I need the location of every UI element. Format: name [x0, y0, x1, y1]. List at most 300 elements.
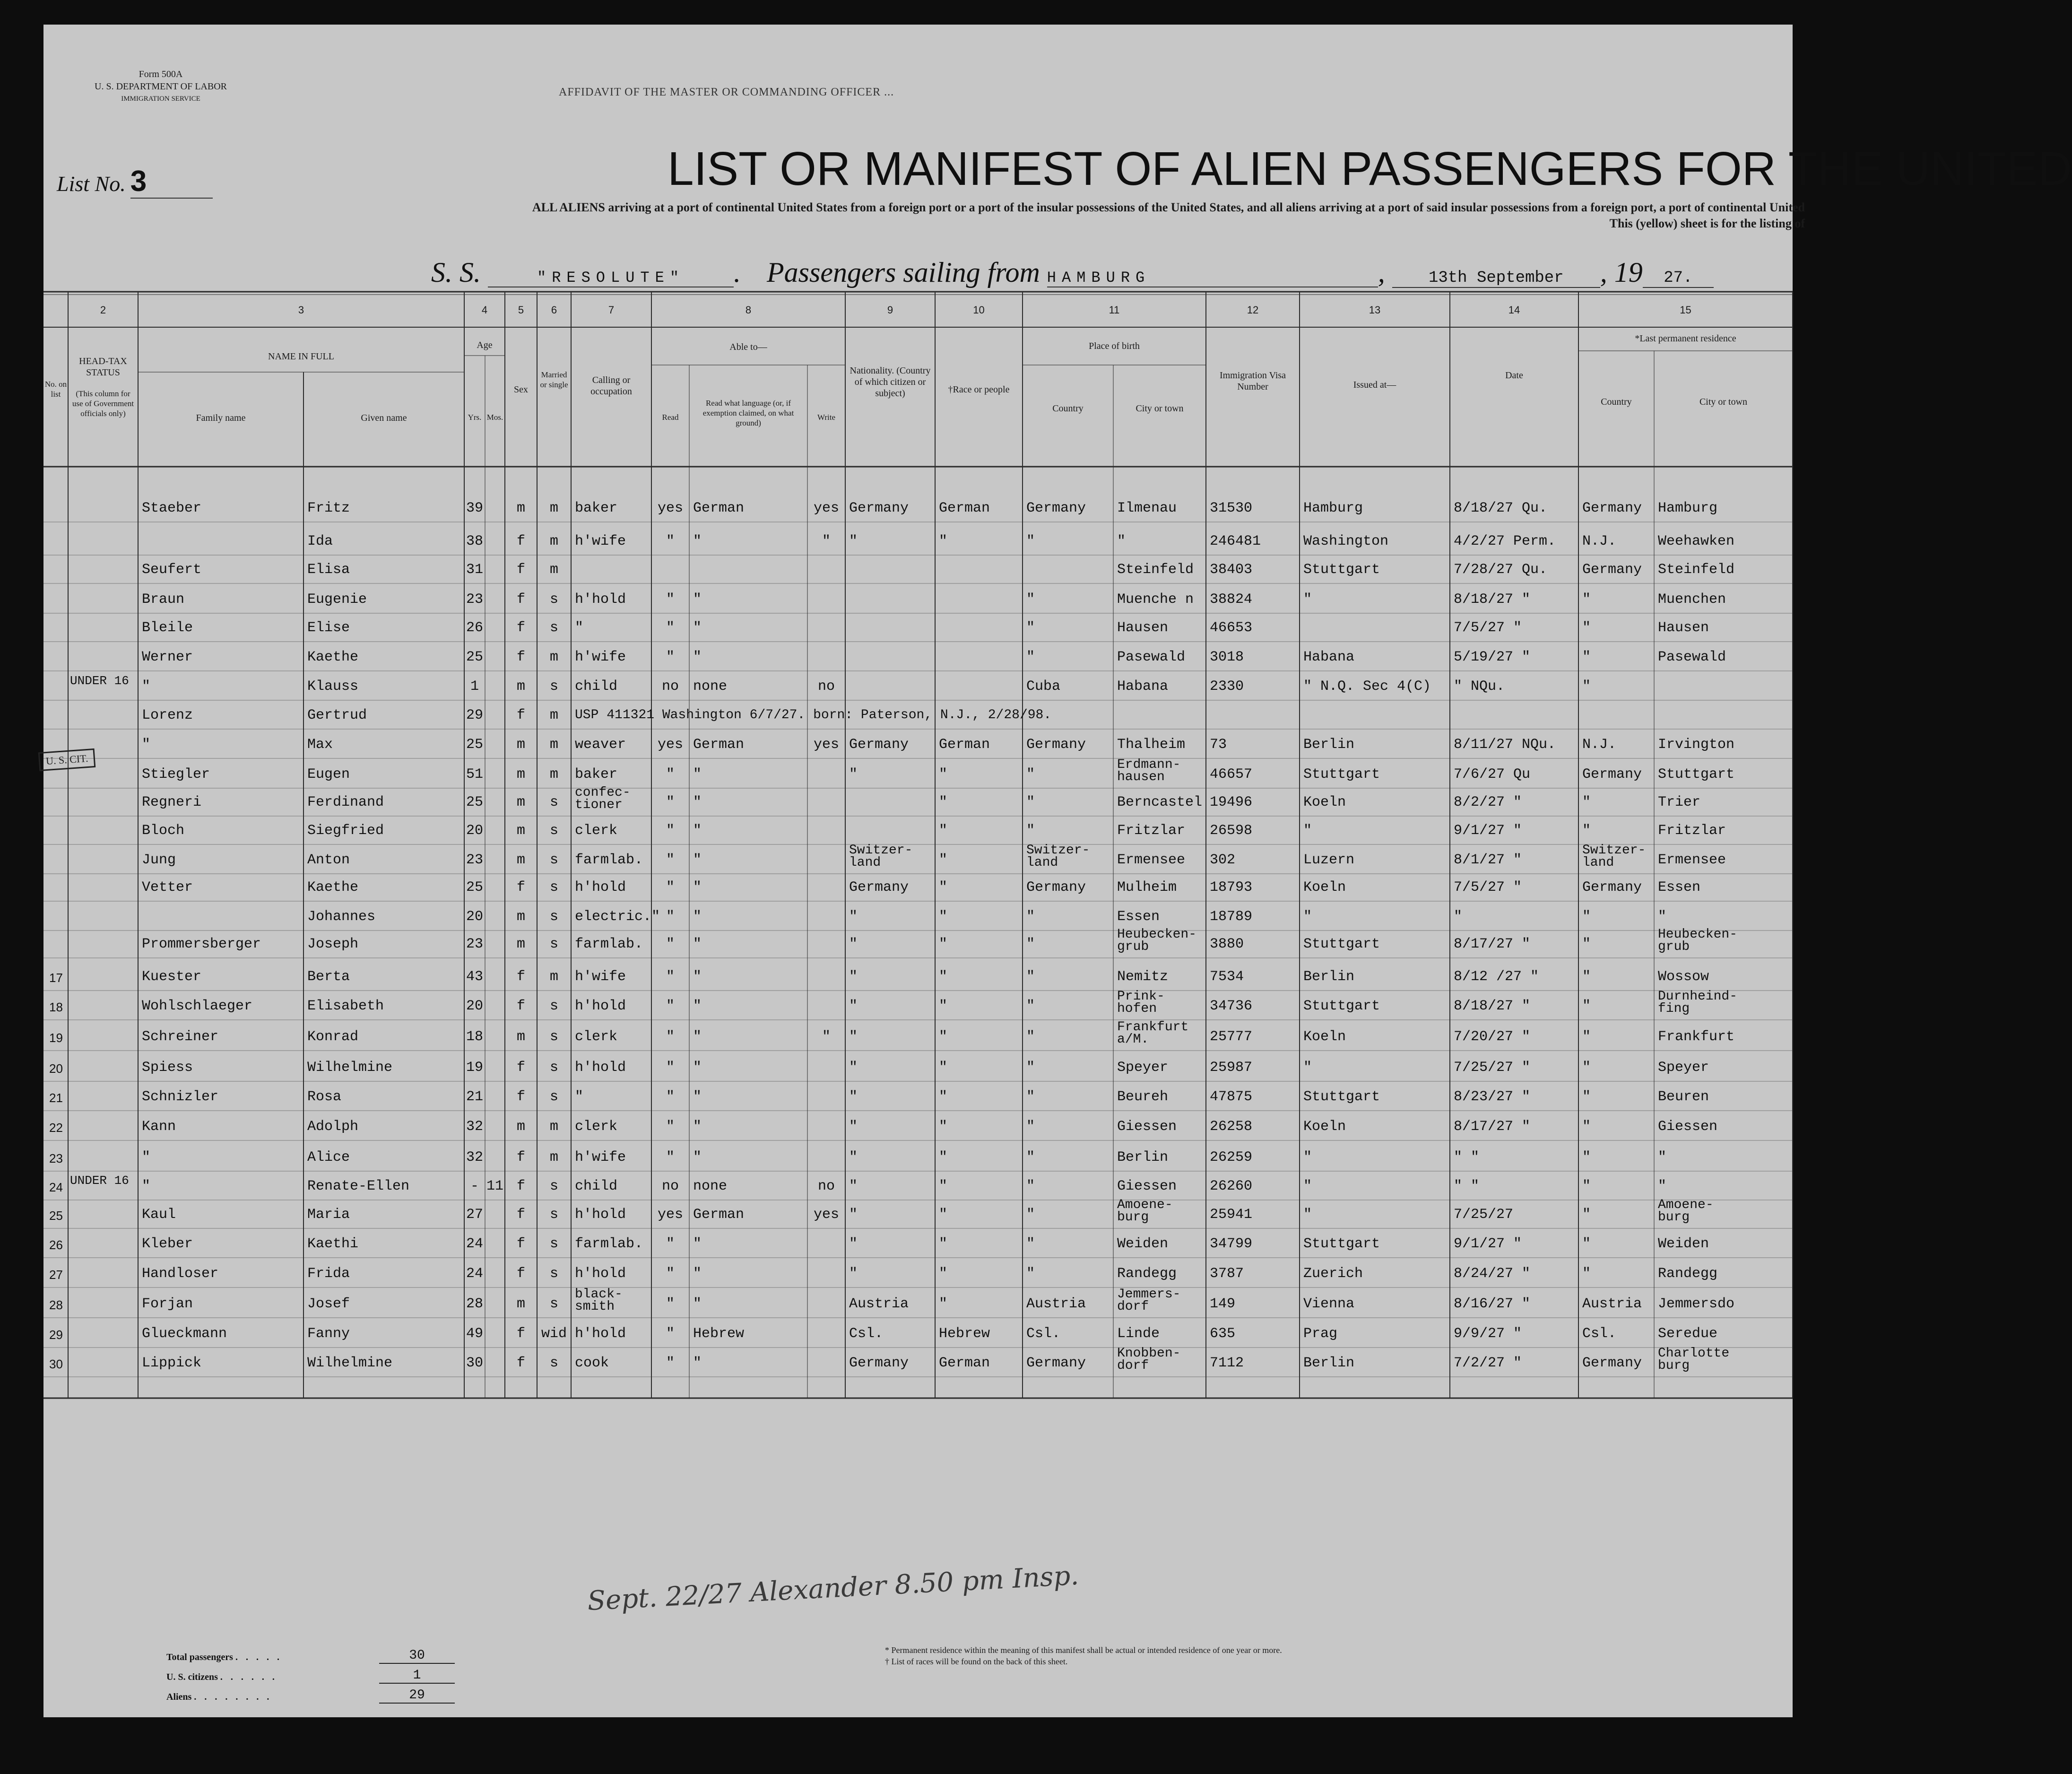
- cell-race: ": [939, 533, 948, 549]
- cell-ms: s: [549, 879, 558, 896]
- cell-date: 8/1/27 ": [1454, 852, 1522, 868]
- column-number-12: 12: [1247, 304, 1259, 316]
- footnote-residence: * Permanent residence within the meaning of this manifest shall be actual or intended residence of one year or more.: [885, 1645, 1282, 1655]
- cell-nat: Germany: [849, 879, 909, 896]
- cell-visa: 25941: [1210, 1207, 1253, 1223]
- cell-date: " NQu.: [1454, 678, 1505, 695]
- cell-issued: ": [1303, 1149, 1312, 1165]
- cell-country: ": [1026, 1236, 1035, 1252]
- cell-issued: Stuttgart: [1303, 1236, 1380, 1252]
- cell-yrs: 23: [466, 591, 483, 608]
- cell-yrs: 32: [466, 1119, 483, 1135]
- cell-rcountry: ": [1582, 1029, 1591, 1045]
- cell-visa: 302: [1210, 852, 1236, 868]
- row-number: 24: [49, 1180, 63, 1194]
- cell-rcountry: ": [1582, 1119, 1591, 1135]
- birth-city-header: City or town: [1136, 403, 1184, 414]
- cell-date: 9/9/27 ": [1454, 1326, 1522, 1342]
- cell-yrs: 23: [466, 852, 483, 868]
- cell-read: ": [666, 879, 675, 896]
- cell-read: ": [666, 969, 675, 985]
- cell-read: ": [666, 1060, 675, 1076]
- cell-given: Wilhelmine: [307, 1060, 393, 1076]
- cell-nat: ": [849, 766, 858, 783]
- cell-read: yes: [657, 737, 683, 753]
- cell-ms: s: [549, 1236, 558, 1252]
- manifest-page: [43, 25, 2072, 1717]
- cell-sex: f: [516, 998, 525, 1014]
- cell-given: Anton: [307, 852, 350, 868]
- cell-rcountry: ": [1582, 936, 1591, 952]
- cell-ms: s: [549, 794, 558, 810]
- cell-nat: ": [849, 1089, 858, 1105]
- cell-write: ": [822, 1029, 831, 1045]
- cell-rcity: ": [1658, 909, 1667, 925]
- cell-ms: s: [549, 1060, 558, 1076]
- cell-ms: s: [549, 1296, 558, 1312]
- cell-visa: 7534: [1210, 969, 1244, 985]
- head-tax-header: HEAD-TAX STATUS: [79, 356, 127, 378]
- cell-issued: Koeln: [1303, 879, 1346, 896]
- cell-country: ": [1026, 1266, 1035, 1282]
- cell-nat: ": [849, 969, 858, 985]
- cell-date: ": [1454, 909, 1463, 925]
- cell-rcity: Randegg: [1658, 1266, 1718, 1282]
- cell-rcountry: ": [1582, 1178, 1591, 1194]
- cell-write: yes: [813, 500, 839, 516]
- column-number-6: 6: [551, 304, 557, 316]
- cell-occ: clerk: [575, 1029, 618, 1045]
- cell-country: ": [1026, 1119, 1035, 1135]
- cell-lang: ": [693, 1149, 702, 1165]
- visa-number-header: Immigration Visa Number: [1219, 370, 1286, 392]
- cell-read: yes: [657, 1207, 683, 1223]
- cell-read: ": [666, 1326, 675, 1342]
- cell-given: Max: [307, 737, 333, 753]
- cell-race: ": [939, 1119, 948, 1135]
- cell-rcountry: Csl.: [1582, 1326, 1617, 1342]
- total-passengers-value: 30: [379, 1648, 455, 1664]
- cell-read: ": [666, 823, 675, 839]
- column-number-14: 14: [1508, 304, 1520, 316]
- cell-race: ": [939, 936, 948, 952]
- footnote-races: † List of races will be found on the back of this sheet.: [885, 1657, 1068, 1666]
- cell-lang: ": [693, 620, 702, 636]
- cell-family: ": [142, 1149, 151, 1165]
- cell-rcity: Irvington: [1658, 737, 1735, 753]
- cell-nat: ": [849, 533, 858, 549]
- aliens-total: Aliens . . . . . . . . 29: [166, 1692, 272, 1703]
- row-number: 30: [49, 1357, 63, 1371]
- cell-sex: f: [516, 969, 525, 985]
- sailing-label: Passengers sailing from: [767, 257, 1040, 288]
- cell-date: 5/19/27 ": [1454, 649, 1531, 665]
- cell-issued: Koeln: [1303, 794, 1346, 810]
- cell-date: 4/2/27 Perm.: [1454, 533, 1556, 549]
- cell-date: 8/23/27 ": [1454, 1089, 1531, 1105]
- cell-read: ": [666, 909, 675, 925]
- cell-occ: USP 411321 Washington 6/7/27. born: Paterson, N.J., 2/28/98.: [575, 708, 1052, 722]
- cell-city: Speyer: [1117, 1060, 1169, 1076]
- cell-write: no: [817, 678, 835, 695]
- cell-occ: farmlab.: [575, 1236, 643, 1252]
- cell-country: ": [1026, 766, 1035, 783]
- column-number-15: 15: [1680, 304, 1691, 316]
- cell-yrs: 51: [466, 766, 483, 783]
- cell-date: 8/18/27 Qu.: [1454, 500, 1548, 516]
- cell-yrs: 49: [466, 1326, 483, 1342]
- us-citizen-stamp: U. S. CIT.: [38, 748, 96, 771]
- cell-rcountry: ": [1582, 1207, 1591, 1223]
- cell-nat: Germany: [849, 737, 909, 753]
- cell-family: Kuester: [142, 969, 202, 985]
- cell-read: ": [666, 852, 675, 868]
- cell-lang: ": [693, 1355, 702, 1371]
- row-number: 19: [49, 1031, 63, 1045]
- cell-country: Germany: [1026, 737, 1086, 753]
- cell-ms: s: [549, 1089, 558, 1105]
- place-of-birth-header: Place of birth: [1089, 341, 1140, 351]
- cell-rcountry: ": [1582, 794, 1591, 810]
- cell-rcity: Speyer: [1658, 1060, 1709, 1076]
- cell-country: Cuba: [1026, 678, 1061, 695]
- cell-city: Steinfeld: [1117, 562, 1194, 578]
- cell-visa: 2330: [1210, 678, 1244, 695]
- cell-sex: f: [516, 620, 525, 636]
- cell-rcountry: ": [1582, 998, 1591, 1014]
- cell-occ: farmlab.: [575, 852, 643, 868]
- issued-at-header: Issued at—: [1353, 380, 1396, 390]
- cell-country: ": [1026, 533, 1035, 549]
- cell-visa: 31530: [1210, 500, 1253, 516]
- cell-yrs: 18: [466, 1029, 483, 1045]
- ship-line: S. S. "RESOLUTE" . Passengers sailing from HAMBURG , 13th September , 19 27.: [431, 256, 1714, 289]
- cell-ms: m: [549, 649, 558, 665]
- cell-occ: farmlab.: [575, 936, 643, 952]
- cell-visa: 46653: [1210, 620, 1253, 636]
- cell-occ: ": [575, 620, 584, 636]
- cell-city: Ermensee: [1117, 852, 1186, 868]
- column-number-13: 13: [1369, 304, 1381, 316]
- cell-visa: 3787: [1210, 1266, 1244, 1282]
- cell-rcity: Muenchen: [1658, 591, 1726, 608]
- cell-city: Habana: [1117, 678, 1169, 695]
- cell-country: ": [1026, 1029, 1035, 1045]
- marital-status-header: Married or single: [540, 370, 568, 389]
- cell-country: ": [1026, 620, 1035, 636]
- cell-yrs: 27: [466, 1207, 483, 1223]
- ship-name: "RESOLUTE": [488, 269, 734, 287]
- cell-city: Ilmenau: [1117, 500, 1177, 516]
- cell-city: ": [1117, 533, 1126, 549]
- cell-race: ": [939, 766, 948, 783]
- cell-yrs: 30: [466, 1355, 483, 1371]
- cell-race: German: [939, 1355, 990, 1371]
- cell-occ: h'hold: [575, 1207, 626, 1223]
- cell-city: Linde: [1117, 1326, 1160, 1342]
- cell-city: Jemmers- dorf: [1117, 1287, 1181, 1314]
- cell-race: ": [939, 998, 948, 1014]
- cell-ms: s: [549, 909, 558, 925]
- cell-lang: none: [693, 1178, 728, 1194]
- cell-visa: 3018: [1210, 649, 1244, 665]
- cell-rcountry: ": [1582, 1149, 1591, 1165]
- cell-country: ": [1026, 823, 1035, 839]
- cell-issued: ": [1303, 1178, 1312, 1194]
- cell-occ: h'wife: [575, 1149, 626, 1165]
- cell-visa: 38824: [1210, 591, 1253, 608]
- cell-visa: 19496: [1210, 794, 1253, 810]
- cell-ms: m: [549, 969, 558, 985]
- cell-rcountry: Austria: [1582, 1296, 1642, 1312]
- year-suffix: 27.: [1643, 269, 1714, 288]
- cell-date: 7/25/27 ": [1454, 1060, 1531, 1076]
- cell-yrs: -: [470, 1178, 479, 1194]
- last-residence-header: *Last permanent residence: [1635, 333, 1736, 344]
- cell-lang: German: [693, 1207, 745, 1223]
- cell-city: Muenche n: [1117, 591, 1194, 608]
- cell-rcountry: ": [1582, 678, 1591, 695]
- cell-lang: ": [693, 1029, 702, 1045]
- cell-country: ": [1026, 1207, 1035, 1223]
- cell-yrs: 20: [466, 823, 483, 839]
- cell-yrs: 21: [466, 1089, 483, 1105]
- cell-city: Berncastel: [1117, 794, 1203, 810]
- cell-rcity: Amoene- burg: [1658, 1198, 1714, 1225]
- column-number-5: 5: [518, 304, 524, 316]
- cell-city: Thalheim: [1117, 737, 1186, 753]
- cell-read: ": [666, 1119, 675, 1135]
- cell-given: Elise: [307, 620, 350, 636]
- cell-sex: f: [516, 707, 525, 723]
- cell-sex: m: [516, 936, 525, 952]
- cell-visa: 3880: [1210, 936, 1244, 952]
- cell-race: Hebrew: [939, 1326, 990, 1342]
- sailing-date: 13th September: [1392, 269, 1600, 288]
- cell-yrs: 24: [466, 1236, 483, 1252]
- cell-read: yes: [657, 500, 683, 516]
- cell-race: ": [939, 823, 948, 839]
- cell-rcountry: N.J.: [1582, 533, 1617, 549]
- cell-given: Berta: [307, 969, 350, 985]
- cell-rcity: Hausen: [1658, 620, 1709, 636]
- affidavit-header: AFFIDAVIT OF THE MASTER OR COMMANDING OFFICER ...: [559, 86, 894, 98]
- cell-rcity: Heubecken- grub: [1658, 927, 1738, 954]
- cell-given: Elisabeth: [307, 998, 384, 1014]
- cell-rcity: Hamburg: [1658, 500, 1718, 516]
- column-number-8: 8: [745, 304, 752, 316]
- cell-family: ": [142, 1178, 151, 1194]
- cell-family: Schreiner: [142, 1029, 219, 1045]
- cell-issued: ": [1303, 591, 1312, 608]
- cell-given: Adolph: [307, 1119, 359, 1135]
- cell-yrs: 32: [466, 1149, 483, 1165]
- cell-ms: s: [549, 620, 558, 636]
- cell-family: Regneri: [142, 794, 202, 810]
- cell-yrs: 20: [466, 909, 483, 925]
- cell-nat: ": [849, 936, 858, 952]
- cell-nat: ": [849, 1060, 858, 1076]
- cell-rcity: Fritzlar: [1658, 823, 1726, 839]
- cell-rcountry: ": [1582, 620, 1591, 636]
- cell-country: Austria: [1026, 1296, 1086, 1312]
- cell-sex: f: [516, 1326, 525, 1342]
- cell-nat: ": [849, 909, 858, 925]
- cell-yrs: 20: [466, 998, 483, 1014]
- cell-given: Konrad: [307, 1029, 359, 1045]
- cell-sex: m: [516, 794, 525, 810]
- cell-ms: m: [549, 1149, 558, 1165]
- cell-city: Hausen: [1117, 620, 1169, 636]
- cell-sex: f: [516, 562, 525, 578]
- cell-occ: h'hold: [575, 1326, 626, 1342]
- cell-ms: s: [549, 1266, 558, 1282]
- visa-date-header: Date: [1505, 370, 1523, 381]
- cell-ms: s: [549, 998, 558, 1014]
- inspector-signature: Sept. 22/27 Alexander 8.50 pm Insp.: [587, 1560, 1080, 1617]
- cell-occ: weaver: [575, 737, 626, 753]
- cell-ms: s: [549, 1178, 558, 1194]
- row-number: 23: [49, 1151, 63, 1165]
- cell-visa: 46657: [1210, 766, 1253, 783]
- cell-city: Amoene- burg: [1117, 1198, 1173, 1225]
- cell-city: Erdmann- hausen: [1117, 757, 1181, 784]
- cell-ms: m: [549, 500, 558, 516]
- cell-rcountry: Germany: [1582, 562, 1642, 578]
- cell-race: ": [939, 852, 948, 868]
- cell-visa: 26258: [1210, 1119, 1253, 1135]
- cell-city: Essen: [1117, 909, 1160, 925]
- cell-country: ": [1026, 649, 1035, 665]
- cell-yrs: 1: [470, 678, 479, 695]
- cell-race: ": [939, 1178, 948, 1194]
- able-to-header: Able to—: [729, 342, 767, 352]
- cell-read: ": [666, 1266, 675, 1282]
- cell-sex: m: [516, 909, 525, 925]
- cell-rcountry: ": [1582, 591, 1591, 608]
- cell-nat: ": [849, 1236, 858, 1252]
- cell-family: Handloser: [142, 1266, 219, 1282]
- cell-given: Kaethe: [307, 649, 359, 665]
- cell-lang: none: [693, 678, 728, 695]
- cell-read: ": [666, 620, 675, 636]
- cell-sex: m: [516, 500, 525, 516]
- cell-rcity: Durnheind- fing: [1658, 989, 1738, 1016]
- cell-sex: f: [516, 879, 525, 896]
- cell-read: ": [666, 1089, 675, 1105]
- cell-family: ": [142, 737, 151, 753]
- cell-city: Berlin: [1117, 1149, 1169, 1165]
- cell-visa: 26598: [1210, 823, 1253, 839]
- write-header: Write: [817, 413, 836, 422]
- nationality-header: Nationality. (Country of which citizen or subject): [850, 365, 931, 399]
- cell-occ: child: [575, 678, 618, 695]
- row-number: 28: [49, 1298, 63, 1312]
- cell-rcountry: ": [1582, 1060, 1591, 1076]
- cell-visa: 7112: [1210, 1355, 1244, 1371]
- cell-rcity: Seredue: [1658, 1326, 1718, 1342]
- cell-nat: ": [849, 1207, 858, 1223]
- cell-given: Elisa: [307, 562, 350, 578]
- cell-sex: f: [516, 1089, 525, 1105]
- cell-race: ": [939, 1089, 948, 1105]
- cell-given: Josef: [307, 1296, 350, 1312]
- cell-occ: confec- tioner: [575, 785, 631, 812]
- cell-issued: Stuttgart: [1303, 562, 1380, 578]
- cell-family: Kaul: [142, 1207, 176, 1223]
- cell-rcity: ": [1658, 1178, 1667, 1194]
- cell-given: Johannes: [307, 909, 376, 925]
- cell-race: ": [939, 1149, 948, 1165]
- cell-rcity: Weehawken: [1658, 533, 1735, 549]
- cell-country: ": [1026, 591, 1035, 608]
- cell-visa: 38403: [1210, 562, 1253, 578]
- cell-issued: ": [1303, 1060, 1312, 1076]
- cell-family: ": [142, 678, 151, 695]
- cell-yrs: 25: [466, 794, 483, 810]
- occupation-header: Calling or occupation: [590, 375, 632, 397]
- cell-sex: m: [516, 823, 525, 839]
- cell-country: Germany: [1026, 1355, 1086, 1371]
- cell-lang: German: [693, 737, 745, 753]
- ss-label: S. S.: [431, 257, 481, 288]
- cell-issued: Vienna: [1303, 1296, 1355, 1312]
- birth-country-header: Country: [1052, 403, 1084, 414]
- cell-yrs: 25: [466, 879, 483, 896]
- cell-date: 7/25/27: [1454, 1207, 1514, 1223]
- cell-read: ": [666, 794, 675, 810]
- cell-city: Randegg: [1117, 1266, 1177, 1282]
- cell-sex: f: [516, 1060, 525, 1076]
- cell-rcity: Stuttgart: [1658, 766, 1735, 783]
- cell-rcountry: ": [1582, 649, 1591, 665]
- cell-rcountry: ": [1582, 1236, 1591, 1252]
- cell-yrs: 23: [466, 936, 483, 952]
- cell-given: Gertrud: [307, 707, 367, 723]
- cell-occ: h'hold: [575, 1266, 626, 1282]
- residence-country-header: Country: [1601, 397, 1632, 407]
- cell-yrs: 38: [466, 533, 483, 549]
- cell-visa: 149: [1210, 1296, 1236, 1312]
- cell-given: Klauss: [307, 678, 359, 695]
- cell-rcity: Giessen: [1658, 1119, 1718, 1135]
- cell-family: Bleile: [142, 620, 193, 636]
- cell-race: ": [939, 909, 948, 925]
- cell-race: ": [939, 1207, 948, 1223]
- cell-date: 9/1/27 ": [1454, 823, 1522, 839]
- cell-family: Glueckmann: [142, 1326, 227, 1342]
- cell-date: 8/24/27 ": [1454, 1266, 1531, 1282]
- cell-read: ": [666, 766, 675, 783]
- cell-occ: black- smith: [575, 1287, 623, 1314]
- cell-visa: 26259: [1210, 1149, 1253, 1165]
- cell-rcity: Frankfurt: [1658, 1029, 1735, 1045]
- cell-race: ": [939, 1060, 948, 1076]
- cell-given: Joseph: [307, 936, 359, 952]
- cell-occ: clerk: [575, 823, 618, 839]
- cell-rcity: Jemmersdo: [1658, 1296, 1735, 1312]
- given-name-header: Given name: [361, 413, 407, 423]
- cell-family: Werner: [142, 649, 193, 665]
- cell-ms: m: [549, 737, 558, 753]
- race-header: †Race or people: [948, 384, 1010, 395]
- cell-date: 8/11/27 NQu.: [1454, 737, 1556, 753]
- cell-issued: Prag: [1303, 1326, 1338, 1342]
- cell-race: ": [939, 1236, 948, 1252]
- cell-lang: ": [693, 936, 702, 952]
- cell-read: no: [661, 1178, 679, 1194]
- age-years-header: Yrs.: [468, 413, 482, 422]
